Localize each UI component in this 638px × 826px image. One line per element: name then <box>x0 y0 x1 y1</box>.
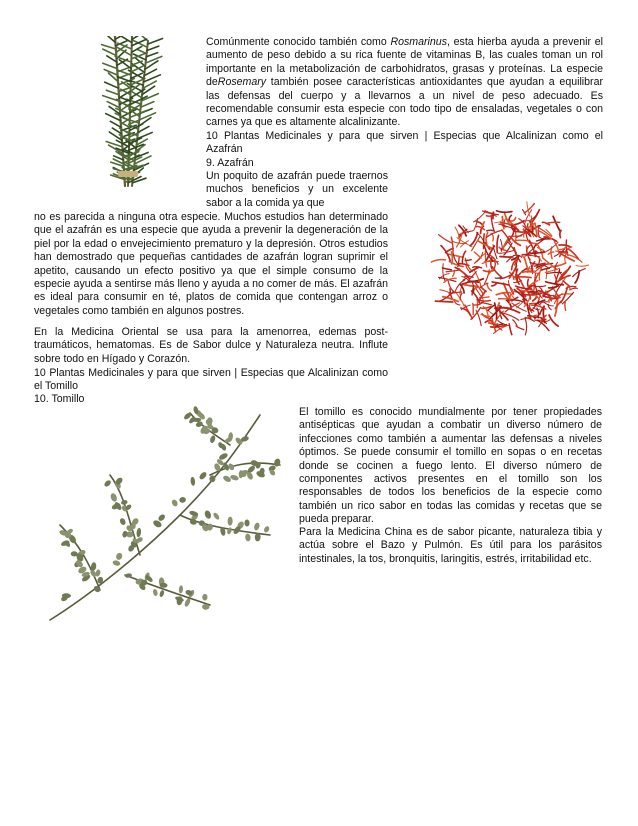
thyme-image <box>30 405 292 635</box>
saffron-intro: Un poquito de azafrán puede traernos muchos beneficios y un excelente sabor a la comida ya que <box>206 170 388 209</box>
saffron-body: no es parecida a ninguna otra especie. Muchos estudios han determinado que el azafrán es una especie que ayuda a prevenir la degeneración de la piel por la edad o envejecimiento prematuro y la depresión. Otros estudios han demostrado que pequeñas cantidades de azafrán logran suprimir el apetito, causando un efecto positivo ya que el simple consumo de la especie ayuda a sentirse más lleno y ayuda a no comer de más. El azafrán es ideal para consumir en té, platos de comida que contengan arroz o vegetales como también en algunos postres. <box>34 211 388 317</box>
thyme-body: El tomillo es conocido mundialmente por tener propiedades antisépticas que ayudan a combatir un diverso número de infecciones como también a aumentar las defensas a niveles óptimos. Se puede consumir el tomillo en sopas o en recetas donde se cocinen a fuego lento. El diverso número de componentes activos presentes en el tomillo son los responsables de todos los beneficios de la especie como también un rico sabor en todas las comidas y recetas que se pueda preparar. <box>299 406 602 526</box>
saffron-chinese-medicine: En la Medicina Oriental se usa para la amenorrea, edemas post-traumáticos, hematomas. Es de Sabor dulce y Naturaleza neutra. Influte sobre todo en Hígado y Corazón. <box>34 326 388 365</box>
saffron-heading: 9. Azafrán <box>206 157 254 169</box>
saffron-image <box>430 200 590 340</box>
rosemary-image <box>60 36 185 196</box>
thyme-heading: 10. Tomillo <box>34 393 85 405</box>
rosemary-reference: 10 Plantas Medicinales y para que sirven | Especias que Alcalinizan como el Azafrán <box>206 130 603 156</box>
saffron-reference: 10 Plantas Medicinales y para que sirven | Especias que Alcalinizan como el Tomillo <box>34 367 388 393</box>
thyme-chinese-medicine: Para la Medicina China es de sabor picante, naturaleza tibia y actúa sobre el Bazo y Pulmón. Es útil para los parásitos intestinales, la tos, bronquitis, laringitis, estrés, irritabilidad etc. <box>299 526 602 565</box>
rosemary-paragraph: Comúnmente conocido también como Rosmarinus, esta hierba ayuda a prevenir el aumento de peso debido a su rica fuente de vitaminas B, las cuales toman un rol importante en la metabolización de carbohidratos, grasas y proteínas. La especie deRosemary también posee características antioxidantes que ayudan a equilibrar las defensas del cuerpo y a llevarnos a un nivel de peso adecuado. Es recomendable consumir esta especie con todo tipo de ensaladas, vegetales o con carnes ya que es altamente alcalinizante. <box>206 36 603 129</box>
